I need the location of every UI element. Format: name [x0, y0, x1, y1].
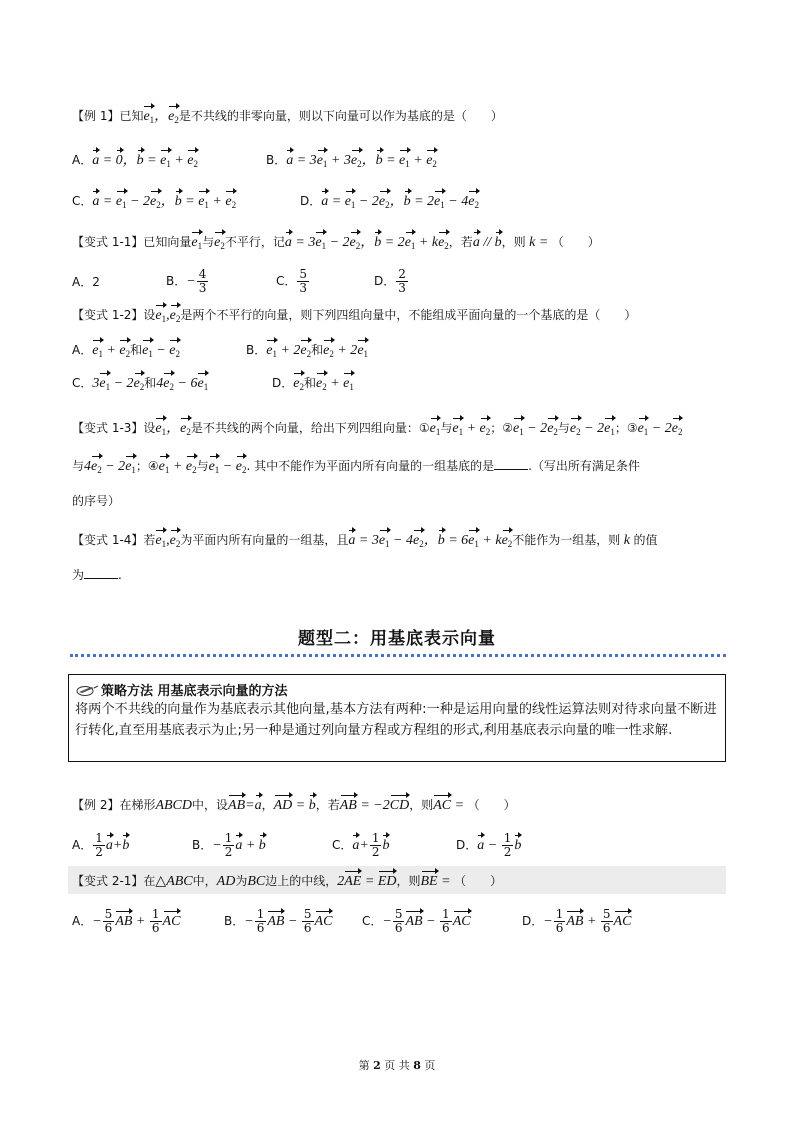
example-1-option-b[interactable]: B．$a = 3e_1 + 3e_2$，$b = e_1 + e_2$: [266, 150, 437, 173]
variant-1-1-option-c[interactable]: C． $\frac{5}{3}$: [276, 267, 308, 295]
variant-2-1-stem: 【变式 2-1】在△ABC中，AD为BC边上的中线，2AE = ED，则BE = （ ）: [72, 871, 502, 891]
answer-blank[interactable]: [84, 578, 118, 579]
variant-1-2-stem: 【变式 1-2】设$e_1,e_2$是两个不平行的向量，则下列四组向量中，不能组成平面向量的一个基底的是（ ）: [72, 305, 636, 328]
variant-2-1-option-c[interactable]: C．− $\frac{5}{6}$ AB − $\frac{1}{6}$ AC: [362, 907, 471, 935]
page-total: 8: [413, 1059, 421, 1072]
variant-1-1-option-d[interactable]: D． $\frac{2}{3}$: [374, 267, 406, 295]
example-2-option-b[interactable]: B．− $\frac{1}{2}$ a + b: [192, 831, 266, 859]
variant-1-4-stem-line1: 【变式 1-4】若$e_1,e_2$为平面内所有向量的一组基，且$a = 3e_1 - 4e_2$，$b = 6e_1 + ke_2$不能作为一组基，则 k 的值: [72, 530, 658, 553]
example-1-option-d[interactable]: D．$a = e_1 - 2e_2$，$b = 2e_1 - 4e_2$: [300, 191, 479, 214]
variant-2-1-option-a[interactable]: A．− $\frac{5}{6}$ AB + $\frac{1}{6}$ AC: [72, 907, 181, 935]
variant-2-1-option-b[interactable]: B．− $\frac{1}{6}$ AB − $\frac{5}{6}$ AC: [224, 907, 333, 935]
variant-1-3-stem-line1: 【变式 1-3】设$e_1$，$e_2$是不共线的两个向量，给出下列四组向量：$①e_1$与$e_1 + e_2$；$②e_1 - 2e_2$与$e_2 - 2e_1$；$③e_1 - 2e_2$: [72, 418, 682, 441]
example-2-stem: 【例 2】在梯形ABCD中，设AB=a，AD = b，若AB = −2CD，则AC = （ ）: [72, 795, 516, 815]
pen-icon: [75, 683, 101, 697]
page-number: 2: [373, 1059, 381, 1072]
example-2-option-a[interactable]: A． $\frac{1}{2}$ a+b: [72, 831, 130, 859]
example-2-option-c[interactable]: C．a+ $\frac{1}{2}$ b: [332, 831, 390, 859]
example-1-option-a[interactable]: A．a = 0，$b = e_1 + e_2$: [72, 150, 198, 173]
variant-1-3-stem-line2: 与$4e_2 - 2e_1$；$④e_1 + e_2$与$e_1 - e_2$. 其中不能作为平面内所有向量的一组基底的是 .（写出所有满足条件: [72, 456, 640, 479]
example-1-stem: 【例 1】已知$e_1$，$e_2$是不共线的非零向量，则以下向量可以作为基底的是（ ）: [72, 106, 503, 129]
section-divider: [70, 654, 726, 657]
section-title: 题型二：用基底表示向量: [298, 629, 496, 649]
strategy-box: [68, 674, 726, 762]
variant-1-1-option-a[interactable]: A．2: [72, 275, 100, 289]
strategy-text: 将两个不共线的向量作为基底表示其他向量,基本方法有两种:一种是运用向量的线性运算法则对待求向量不断进行转化,直至用基底表示为止;另一种是通过列向量方程或方程组的形式,利用基底表示向量的唯一性求解.: [75, 702, 717, 738]
variant-2-1-option-d[interactable]: D．− $\frac{1}{6}$ AB + $\frac{5}{6}$ AC: [522, 907, 632, 935]
variant-1-2-option-d[interactable]: D．$e_2$和$e_2 + e_1$: [272, 373, 354, 396]
variant-1-1-option-b[interactable]: B．− $\frac{4}{3}$: [166, 267, 207, 295]
variant-1-2-option-a[interactable]: A．$e_1 + e_2$和$e_1 - e_2$: [72, 340, 180, 363]
variant-1-3-stem-line3: 的序号）: [72, 494, 121, 508]
example-2-option-d[interactable]: D．a − $\frac{1}{2}$ b: [456, 831, 522, 859]
page-footer: 第 2 页 共 8 页: [358, 1059, 436, 1072]
variant-1-4-stem-line2: 为 .: [72, 568, 122, 582]
variant-1-2-option-c[interactable]: C．$3e_1 - 2e_2$和$4e_2 - 6e_1$: [72, 373, 208, 396]
answer-blank[interactable]: [494, 469, 528, 470]
variant-1-2-option-b[interactable]: B．$e_1 + 2e_2$和$e_2 + 2e_1$: [246, 340, 368, 363]
example-1-option-c[interactable]: C．$a = e_1 - 2e_2$，$b = e_1 + e_2$: [72, 191, 236, 214]
strategy-heading: 策略方法 用基底表示向量的方法: [75, 680, 288, 699]
variant-1-1-stem: 【变式 1-1】已知向量$e_1$与$e_2$不平行，记$a = 3e_1 - 2e_2$，$b = 2e_1 + ke_2$，若a // b，则 k = （ ）: [72, 232, 600, 255]
